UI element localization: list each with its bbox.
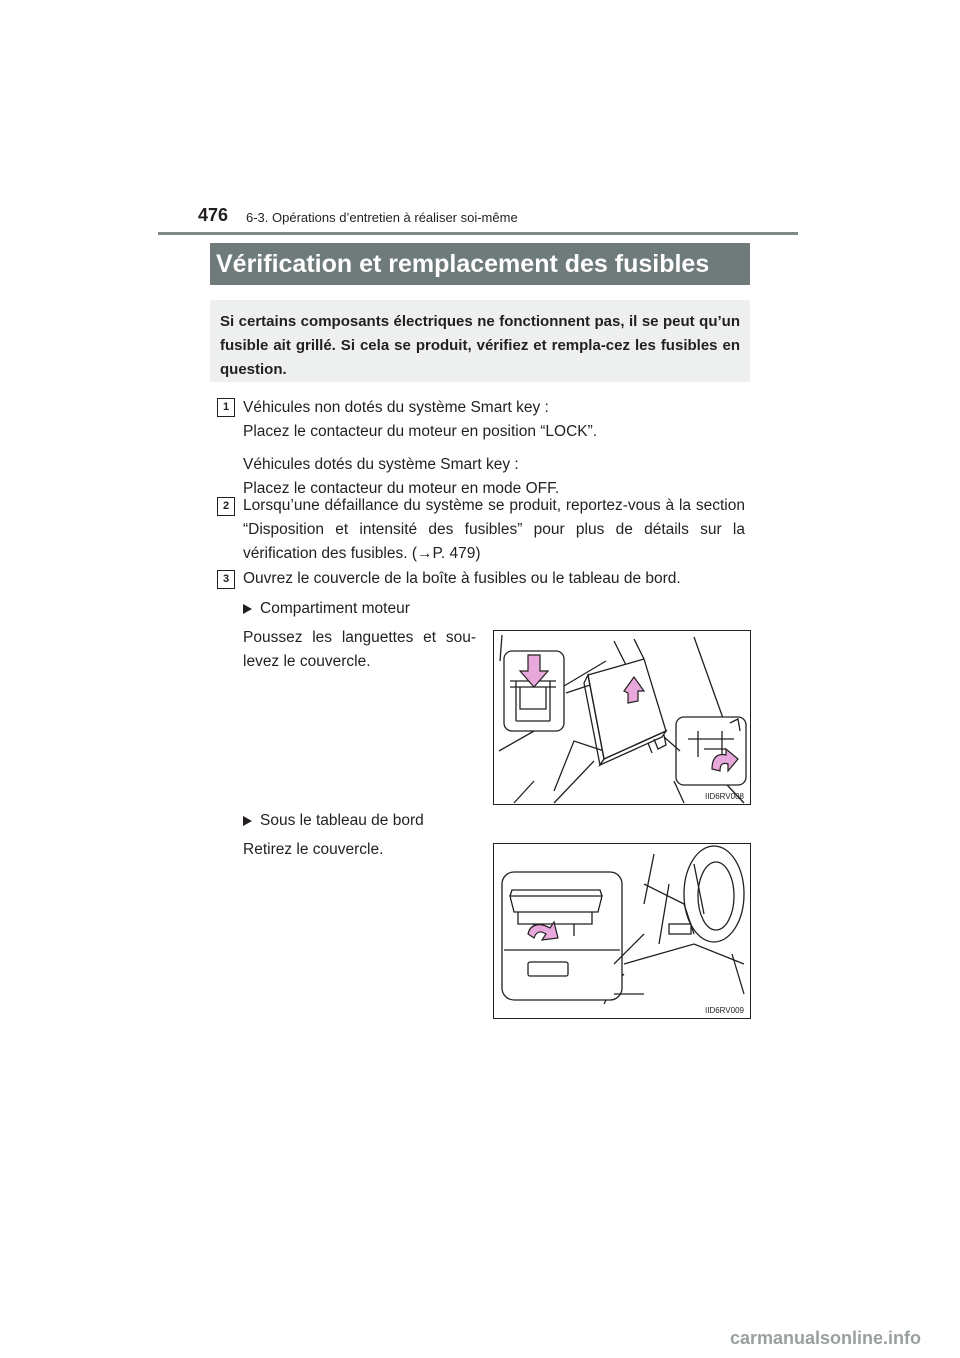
engine-illustration: [494, 631, 750, 804]
figure-dashboard-cover: [493, 843, 751, 1019]
figure-code-2: IID6RV009: [705, 1006, 744, 1015]
step-1-line-1: Véhicules non dotés du système Smart key :: [243, 399, 549, 416]
intro-text: Si certains composants électriques ne fonctionnent pas, il se peut qu’un fusible ait grillé. Si cela se produit, vérifiez et rempla-cez les fusibles en question.: [220, 313, 740, 378]
running-header: 6-3. Opérations d’entretien à réaliser soi-même: [246, 210, 518, 225]
step-1-line-2: Placez le contacteur du moteur en position “LOCK”.: [243, 423, 598, 440]
bullet-engine-compartment: [243, 597, 410, 621]
bullet-label-2: Sous le tableau de bord: [260, 812, 424, 829]
step-number-3: 3: [217, 570, 235, 589]
figure-code-1: IID6RV008: [705, 792, 744, 801]
step-number-2: 2: [217, 497, 235, 516]
svg-text:carmanualsonline.info: carmanualsonline.info: [730, 1328, 922, 1348]
step-number-1: 1: [217, 398, 235, 417]
header-rule: [158, 232, 798, 235]
section-title: Vérification et remplacement des fusibles: [210, 243, 750, 285]
step-3-text: Ouvrez le couvercle de la boîte à fusibles ou le tableau de bord.: [243, 570, 681, 587]
step-1-block: [243, 396, 753, 501]
bullet-triangle-icon: [243, 604, 252, 614]
watermark-logo: [730, 1318, 955, 1354]
intro-box: [210, 300, 750, 382]
bullet-label-1: Compartiment moteur: [260, 600, 410, 617]
step-1-line-3: Véhicules dotés du système Smart key :: [243, 456, 519, 473]
engine-instruction: Poussez les languettes et sou-levez le couvercle.: [243, 629, 476, 670]
step-2-text: Lorsqu’une défaillance du système se produit, reportez-vous à la section “Disposition et intensité des fusibles” pour plus de détails sur la vérification des fusibles. (→P. 479): [243, 497, 745, 562]
dashboard-illustration: [494, 844, 750, 1018]
bullet-triangle-icon: [243, 816, 252, 826]
dashboard-instruction: Retirez le couvercle.: [243, 841, 384, 858]
bullet-under-dashboard: [243, 809, 424, 833]
page-number: 476: [198, 205, 229, 225]
figure-engine-fuse-box: [493, 630, 751, 805]
step-1-line-4: Placez le contacteur du moteur en mode OFF.: [243, 480, 560, 497]
